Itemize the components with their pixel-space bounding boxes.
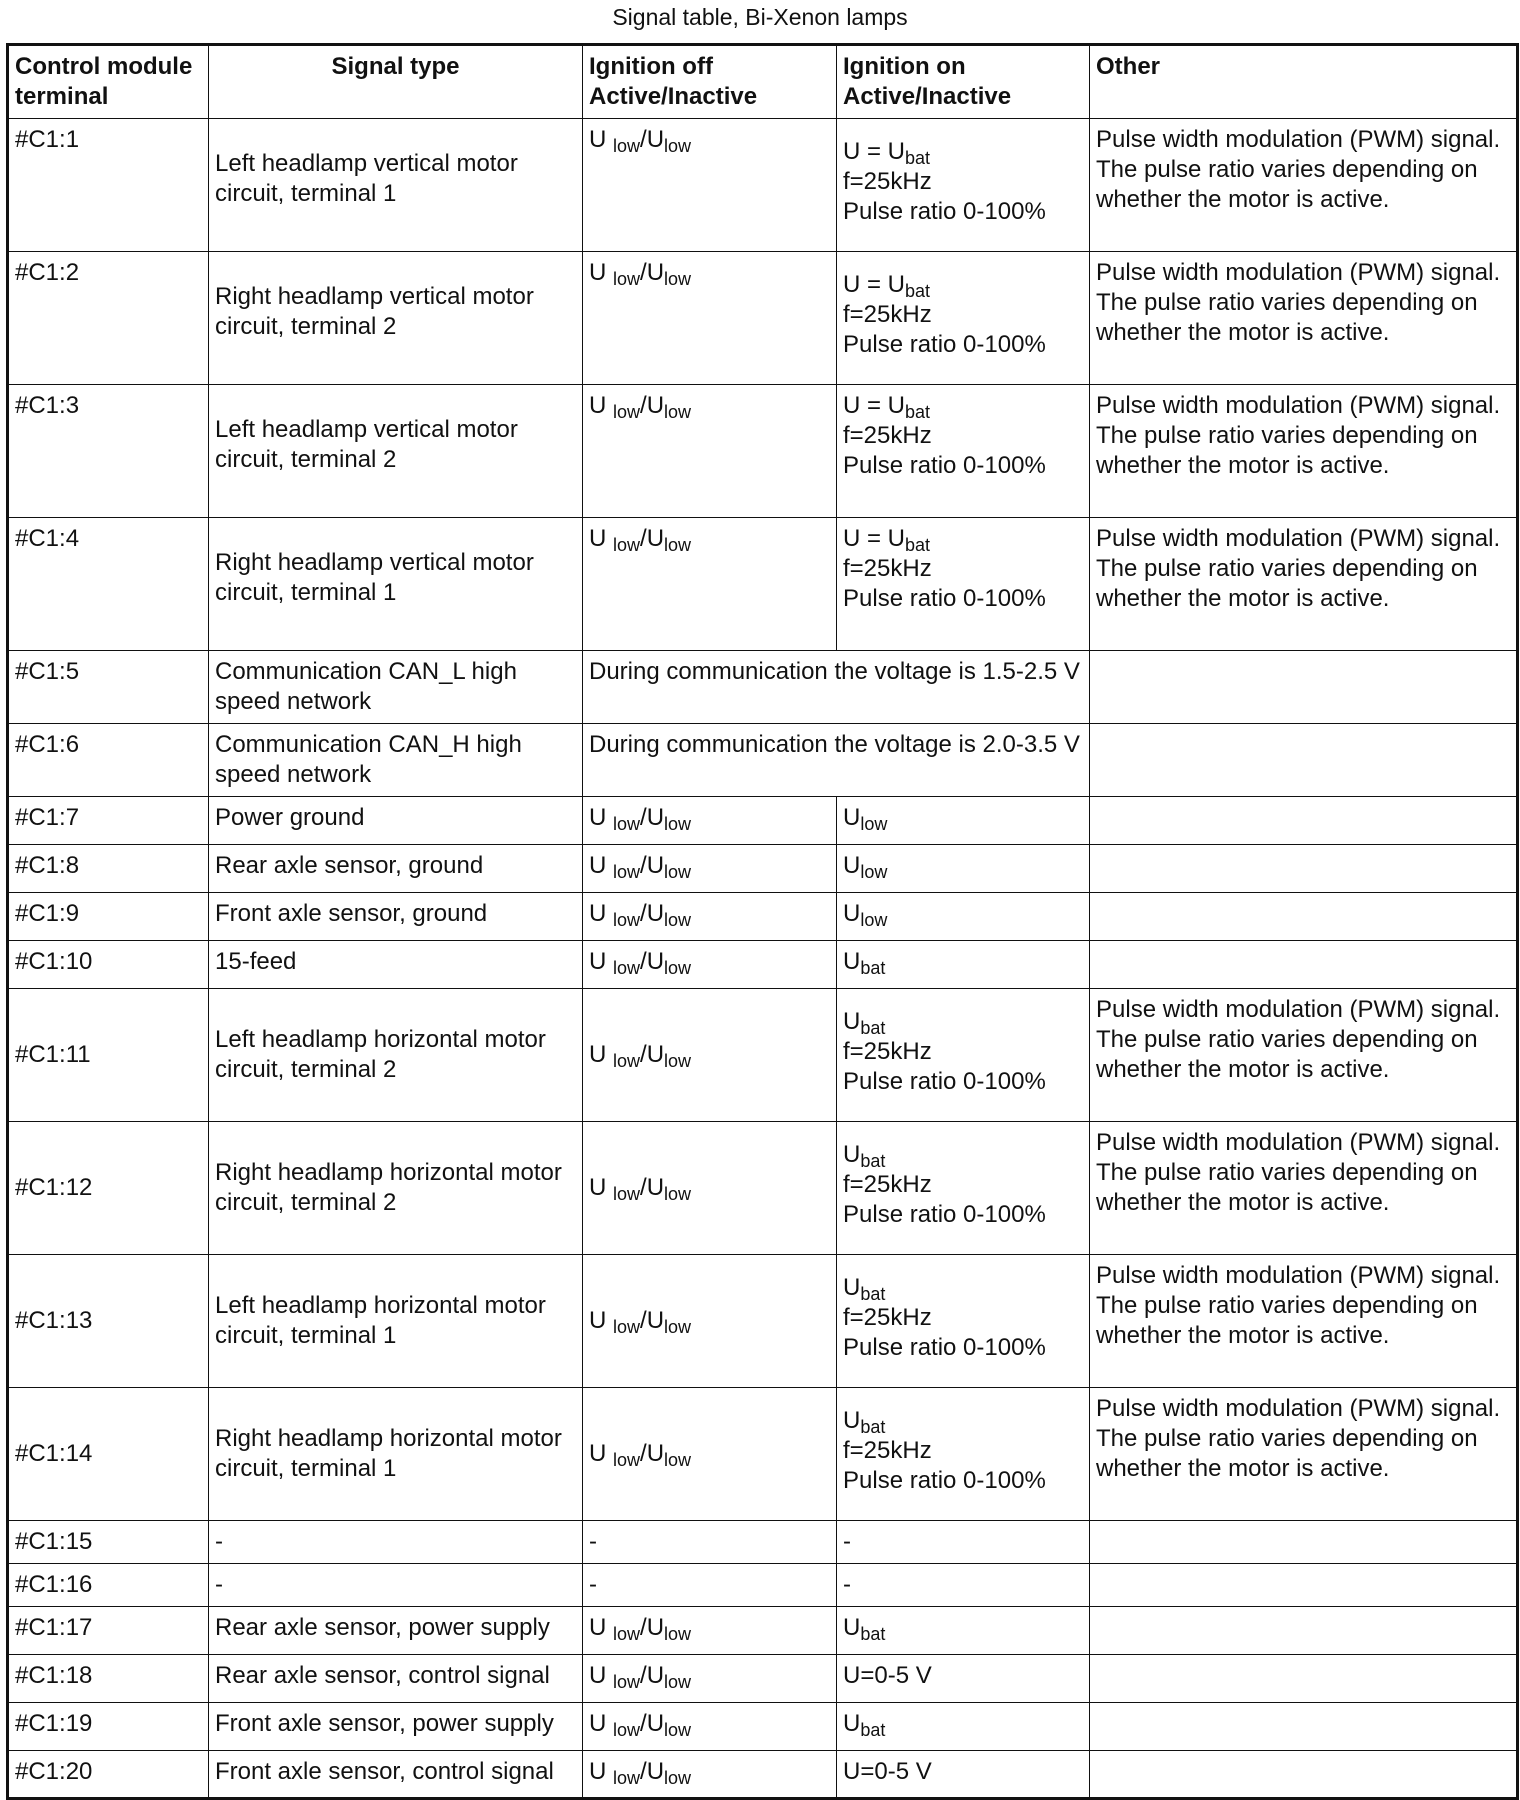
signal-type-cell: Right headlamp vertical motor circuit, terminal 1 bbox=[209, 518, 583, 651]
u-symbol: /U bbox=[640, 948, 665, 975]
subscript: low bbox=[664, 1768, 692, 1788]
ignition-off-cell bbox=[583, 797, 837, 845]
subscript: low bbox=[613, 1051, 641, 1071]
subscript: low bbox=[860, 910, 888, 930]
table-row bbox=[8, 1564, 1518, 1607]
ignition-on-cell bbox=[837, 941, 1090, 989]
u-symbol: U bbox=[843, 804, 861, 831]
subscript: low bbox=[613, 862, 641, 882]
signal-type-cell: Communication CAN_H high speed network bbox=[209, 724, 583, 797]
u-symbol: /U bbox=[640, 392, 665, 419]
other-cell bbox=[1090, 651, 1518, 724]
subscript: low bbox=[860, 814, 888, 834]
ignition-off-cell bbox=[583, 119, 837, 252]
subscript: bat bbox=[905, 148, 931, 168]
terminal-cell: #C1:2 bbox=[8, 252, 209, 385]
other-cell bbox=[1090, 1255, 1518, 1388]
subscript: low bbox=[664, 1051, 692, 1071]
terminal-cell: #C1:18 bbox=[8, 1655, 209, 1703]
other-cell bbox=[1090, 1751, 1518, 1799]
table-row bbox=[8, 845, 1518, 893]
ignition-on-cell bbox=[837, 385, 1090, 518]
u-symbol: U bbox=[589, 126, 607, 153]
subscript: bat bbox=[860, 1018, 886, 1038]
u-symbol: U bbox=[589, 1041, 607, 1068]
other-cell bbox=[1090, 797, 1518, 845]
pwm-note: Pulse width modulation (PWM) signal. bbox=[1096, 1395, 1501, 1422]
other-cell bbox=[1090, 1703, 1518, 1751]
other-cell bbox=[1090, 724, 1518, 797]
ignition-off-cell bbox=[583, 893, 837, 941]
pwm-note: Pulse width modulation (PWM) signal. bbox=[1096, 1262, 1501, 1289]
subscript: low bbox=[613, 910, 641, 930]
u-symbol: U bbox=[843, 852, 861, 879]
subscript: low bbox=[664, 535, 692, 555]
subscript: bat bbox=[860, 1720, 886, 1740]
u-symbol: /U bbox=[640, 804, 665, 831]
subscript: low bbox=[613, 136, 641, 156]
subscript: low bbox=[664, 1450, 692, 1470]
subscript: low bbox=[613, 269, 641, 289]
signal-type-cell: Right headlamp vertical motor circuit, terminal 2 bbox=[209, 252, 583, 385]
terminal-cell: #C1:4 bbox=[8, 518, 209, 651]
pwm-note: The pulse ratio varies depending on whether the motor is active. bbox=[1096, 555, 1478, 612]
terminal-cell: #C1:3 bbox=[8, 385, 209, 518]
u-symbol: U bbox=[589, 900, 607, 927]
subscript: low bbox=[613, 814, 641, 834]
signal-type-cell: Front axle sensor, control signal bbox=[209, 1751, 583, 1799]
table-row bbox=[8, 1751, 1518, 1799]
u-symbol: /U bbox=[640, 1758, 665, 1785]
signal-type-cell: Left headlamp vertical motor circuit, terminal 1 bbox=[209, 119, 583, 252]
u-symbol: /U bbox=[640, 1440, 665, 1467]
terminal-cell: #C1:10 bbox=[8, 941, 209, 989]
frequency: f=25kHz bbox=[843, 422, 932, 449]
table-row bbox=[8, 1388, 1518, 1521]
pwm-note: Pulse width modulation (PWM) signal. bbox=[1096, 126, 1501, 153]
ignition-on-cell bbox=[837, 1255, 1090, 1388]
pulse-ratio: Pulse ratio 0-100% bbox=[843, 452, 1046, 479]
subscript: low bbox=[613, 535, 641, 555]
u-symbol: U bbox=[589, 1710, 607, 1737]
signal-type-cell: Power ground bbox=[209, 797, 583, 845]
header-row bbox=[8, 45, 1518, 119]
page-title: Signal table, Bi-Xenon lamps bbox=[612, 4, 908, 30]
other-cell bbox=[1090, 252, 1518, 385]
subscript: bat bbox=[905, 281, 931, 301]
terminal-cell: #C1:8 bbox=[8, 845, 209, 893]
frequency: f=25kHz bbox=[843, 1171, 932, 1198]
u-symbol: U = U bbox=[843, 525, 906, 552]
u-symbol: U bbox=[843, 1710, 861, 1737]
other-cell bbox=[1090, 1564, 1518, 1607]
pwm-note: Pulse width modulation (PWM) signal. bbox=[1096, 392, 1501, 419]
pwm-note: The pulse ratio varies depending on whether the motor is active. bbox=[1096, 1292, 1478, 1349]
ignition-off-cell: - bbox=[583, 1564, 837, 1607]
pulse-ratio: Pulse ratio 0-100% bbox=[843, 1068, 1046, 1095]
voltage-merged-cell: During communication the voltage is 1.5-2.5 V bbox=[583, 651, 1090, 724]
u-symbol: U bbox=[589, 525, 607, 552]
pwm-note: Pulse width modulation (PWM) signal. bbox=[1096, 996, 1501, 1023]
terminal-cell: #C1:20 bbox=[8, 1751, 209, 1799]
pwm-note: Pulse width modulation (PWM) signal. bbox=[1096, 259, 1501, 286]
subscript: low bbox=[664, 1720, 692, 1740]
header-signal-type: Signal type bbox=[209, 45, 583, 119]
u-symbol: /U bbox=[640, 126, 665, 153]
subscript: bat bbox=[860, 1417, 886, 1437]
other-cell bbox=[1090, 1521, 1518, 1564]
subscript: low bbox=[664, 1184, 692, 1204]
table-row bbox=[8, 724, 1518, 797]
u-symbol: U bbox=[589, 1174, 607, 1201]
u-symbol: U bbox=[589, 1662, 607, 1689]
signal-type-cell: Right headlamp horizontal motor circuit, terminal 1 bbox=[209, 1388, 583, 1521]
ignition-on-cell bbox=[837, 989, 1090, 1122]
ignition-on-cell bbox=[837, 1122, 1090, 1255]
u-symbol: U = U bbox=[843, 392, 906, 419]
ignition-on-cell: - bbox=[837, 1564, 1090, 1607]
subscript: low bbox=[613, 402, 641, 422]
ignition-on-cell bbox=[837, 797, 1090, 845]
ignition-on-cell: - bbox=[837, 1521, 1090, 1564]
signal-type-cell: Rear axle sensor, control signal bbox=[209, 1655, 583, 1703]
table-row bbox=[8, 651, 1518, 724]
header-ignition-on: Ignition on Active/Inactive bbox=[837, 45, 1090, 119]
signal-type-cell: - bbox=[209, 1564, 583, 1607]
ignition-on-cell: U=0-5 V bbox=[837, 1655, 1090, 1703]
pwm-note: The pulse ratio varies depending on whether the motor is active. bbox=[1096, 422, 1478, 479]
table-row bbox=[8, 1607, 1518, 1655]
table-row bbox=[8, 385, 1518, 518]
ignition-on-cell: U=0-5 V bbox=[837, 1751, 1090, 1799]
header-ignition-off: Ignition off Active/Inactive bbox=[583, 45, 837, 119]
ignition-on-cell bbox=[837, 1703, 1090, 1751]
u-symbol: U bbox=[589, 852, 607, 879]
header-terminal: Control module terminal bbox=[8, 45, 209, 119]
u-symbol: U bbox=[843, 948, 861, 975]
ignition-off-cell bbox=[583, 845, 837, 893]
pwm-note: The pulse ratio varies depending on whether the motor is active. bbox=[1096, 1026, 1478, 1083]
signal-type-cell: Rear axle sensor, ground bbox=[209, 845, 583, 893]
terminal-cell: #C1:13 bbox=[8, 1255, 209, 1388]
subscript: low bbox=[664, 958, 692, 978]
ignition-on-cell bbox=[837, 845, 1090, 893]
ignition-off-cell bbox=[583, 1388, 837, 1521]
table-row bbox=[8, 252, 1518, 385]
ignition-on-cell bbox=[837, 252, 1090, 385]
ignition-off-cell bbox=[583, 252, 837, 385]
u-symbol: U bbox=[843, 1274, 861, 1301]
frequency: f=25kHz bbox=[843, 301, 932, 328]
ignition-off-cell bbox=[583, 518, 837, 651]
ignition-off-cell bbox=[583, 1607, 837, 1655]
pwm-note: The pulse ratio varies depending on whether the motor is active. bbox=[1096, 1425, 1478, 1482]
ignition-off-cell bbox=[583, 941, 837, 989]
signal-type-cell: Left headlamp horizontal motor circuit, terminal 2 bbox=[209, 989, 583, 1122]
subscript: low bbox=[860, 862, 888, 882]
frequency: f=25kHz bbox=[843, 555, 932, 582]
pulse-ratio: Pulse ratio 0-100% bbox=[843, 585, 1046, 612]
u-symbol: /U bbox=[640, 259, 665, 286]
terminal-cell: #C1:14 bbox=[8, 1388, 209, 1521]
subscript: low bbox=[613, 1184, 641, 1204]
subscript: low bbox=[664, 910, 692, 930]
ignition-on-cell bbox=[837, 1388, 1090, 1521]
subscript: low bbox=[664, 136, 692, 156]
subscript: bat bbox=[905, 535, 931, 555]
pulse-ratio: Pulse ratio 0-100% bbox=[843, 198, 1046, 225]
table-row bbox=[8, 1655, 1518, 1703]
subscript: low bbox=[664, 1672, 692, 1692]
other-cell bbox=[1090, 1122, 1518, 1255]
header-other: Other bbox=[1090, 45, 1518, 119]
other-cell bbox=[1090, 385, 1518, 518]
u-symbol: U = U bbox=[843, 271, 906, 298]
u-symbol: /U bbox=[640, 852, 665, 879]
u-symbol: U bbox=[843, 1407, 861, 1434]
voltage-merged-cell: During communication the voltage is 2.0-3.5 V bbox=[583, 724, 1090, 797]
signal-table bbox=[6, 43, 1519, 1800]
other-cell bbox=[1090, 518, 1518, 651]
u-symbol: U bbox=[589, 259, 607, 286]
subscript: bat bbox=[860, 1151, 886, 1171]
subscript: low bbox=[613, 1624, 641, 1644]
signal-type-cell: Right headlamp horizontal motor circuit, terminal 2 bbox=[209, 1122, 583, 1255]
subscript: bat bbox=[905, 402, 931, 422]
table-row bbox=[8, 1703, 1518, 1751]
subscript: low bbox=[664, 814, 692, 834]
u-symbol: /U bbox=[640, 1710, 665, 1737]
u-symbol: U bbox=[589, 1307, 607, 1334]
other-cell bbox=[1090, 941, 1518, 989]
terminal-cell: #C1:16 bbox=[8, 1564, 209, 1607]
subscript: low bbox=[664, 862, 692, 882]
frequency: f=25kHz bbox=[843, 1304, 932, 1331]
ignition-off-cell: - bbox=[583, 1521, 837, 1564]
other-cell bbox=[1090, 845, 1518, 893]
subscript: low bbox=[613, 1768, 641, 1788]
terminal-cell: #C1:7 bbox=[8, 797, 209, 845]
terminal-cell: #C1:11 bbox=[8, 989, 209, 1122]
ignition-on-cell bbox=[837, 119, 1090, 252]
u-symbol: /U bbox=[640, 1662, 665, 1689]
subscript: low bbox=[613, 1450, 641, 1470]
subscript: low bbox=[664, 269, 692, 289]
u-symbol: U bbox=[589, 804, 607, 831]
table-row bbox=[8, 797, 1518, 845]
table-row bbox=[8, 1255, 1518, 1388]
subscript: low bbox=[664, 1624, 692, 1644]
ignition-off-cell bbox=[583, 1751, 837, 1799]
other-cell bbox=[1090, 119, 1518, 252]
table-row bbox=[8, 1122, 1518, 1255]
u-symbol: U bbox=[589, 1614, 607, 1641]
u-symbol: /U bbox=[640, 1307, 665, 1334]
u-symbol: U bbox=[589, 948, 607, 975]
pwm-note: Pulse width modulation (PWM) signal. bbox=[1096, 525, 1501, 552]
u-symbol: U bbox=[589, 392, 607, 419]
u-symbol: /U bbox=[640, 525, 665, 552]
terminal-cell: #C1:6 bbox=[8, 724, 209, 797]
terminal-cell: #C1:1 bbox=[8, 119, 209, 252]
u-symbol: U bbox=[843, 900, 861, 927]
pulse-ratio: Pulse ratio 0-100% bbox=[843, 331, 1046, 358]
ignition-off-cell bbox=[583, 1655, 837, 1703]
u-symbol: U = U bbox=[843, 138, 906, 165]
signal-type-cell: - bbox=[209, 1521, 583, 1564]
ignition-on-cell bbox=[837, 1607, 1090, 1655]
subscript: low bbox=[664, 1317, 692, 1337]
pwm-note: The pulse ratio varies depending on whether the motor is active. bbox=[1096, 289, 1478, 346]
table-row bbox=[8, 989, 1518, 1122]
u-symbol: /U bbox=[640, 1614, 665, 1641]
u-symbol: /U bbox=[640, 1174, 665, 1201]
signal-type-cell: Rear axle sensor, power supply bbox=[209, 1607, 583, 1655]
signal-type-cell: Front axle sensor, ground bbox=[209, 893, 583, 941]
subscript: low bbox=[613, 958, 641, 978]
u-symbol: U bbox=[843, 1008, 861, 1035]
ignition-off-cell bbox=[583, 1703, 837, 1751]
terminal-cell: #C1:12 bbox=[8, 1122, 209, 1255]
u-symbol: U bbox=[589, 1440, 607, 1467]
pulse-ratio: Pulse ratio 0-100% bbox=[843, 1201, 1046, 1228]
pwm-note: The pulse ratio varies depending on whether the motor is active. bbox=[1096, 1159, 1478, 1216]
pwm-note: Pulse width modulation (PWM) signal. bbox=[1096, 1129, 1501, 1156]
subscript: low bbox=[613, 1720, 641, 1740]
signal-type-cell: Front axle sensor, power supply bbox=[209, 1703, 583, 1751]
terminal-cell: #C1:17 bbox=[8, 1607, 209, 1655]
subscript: low bbox=[613, 1672, 641, 1692]
table-row bbox=[8, 1521, 1518, 1564]
pulse-ratio: Pulse ratio 0-100% bbox=[843, 1467, 1046, 1494]
pulse-ratio: Pulse ratio 0-100% bbox=[843, 1334, 1046, 1361]
table-row bbox=[8, 119, 1518, 252]
other-cell bbox=[1090, 1655, 1518, 1703]
signal-type-cell: Left headlamp horizontal motor circuit, terminal 1 bbox=[209, 1255, 583, 1388]
terminal-cell: #C1:9 bbox=[8, 893, 209, 941]
signal-type-cell: 15-feed bbox=[209, 941, 583, 989]
subscript: bat bbox=[860, 1284, 886, 1304]
table-row bbox=[8, 518, 1518, 651]
frequency: f=25kHz bbox=[843, 1437, 932, 1464]
frequency: f=25kHz bbox=[843, 1038, 932, 1065]
u-symbol: U bbox=[589, 1758, 607, 1785]
u-symbol: /U bbox=[640, 1041, 665, 1068]
signal-type-cell: Left headlamp vertical motor circuit, terminal 2 bbox=[209, 385, 583, 518]
ignition-off-cell bbox=[583, 989, 837, 1122]
subscript: bat bbox=[860, 958, 886, 978]
ignition-off-cell bbox=[583, 1122, 837, 1255]
subscript: bat bbox=[860, 1624, 886, 1644]
ignition-on-cell bbox=[837, 893, 1090, 941]
subscript: low bbox=[613, 1317, 641, 1337]
u-symbol: U bbox=[843, 1141, 861, 1168]
terminal-cell: #C1:19 bbox=[8, 1703, 209, 1751]
u-symbol: /U bbox=[640, 900, 665, 927]
other-cell bbox=[1090, 893, 1518, 941]
ignition-on-cell bbox=[837, 518, 1090, 651]
other-cell bbox=[1090, 989, 1518, 1122]
signal-type-cell: Communication CAN_L high speed network bbox=[209, 651, 583, 724]
table-row bbox=[8, 941, 1518, 989]
u-symbol: U bbox=[843, 1614, 861, 1641]
other-cell bbox=[1090, 1388, 1518, 1521]
ignition-off-cell bbox=[583, 385, 837, 518]
table-row bbox=[8, 893, 1518, 941]
pwm-note: The pulse ratio varies depending on whether the motor is active. bbox=[1096, 156, 1478, 213]
frequency: f=25kHz bbox=[843, 168, 932, 195]
terminal-cell: #C1:5 bbox=[8, 651, 209, 724]
subscript: low bbox=[664, 402, 692, 422]
ignition-off-cell bbox=[583, 1255, 837, 1388]
terminal-cell: #C1:15 bbox=[8, 1521, 209, 1564]
other-cell bbox=[1090, 1607, 1518, 1655]
